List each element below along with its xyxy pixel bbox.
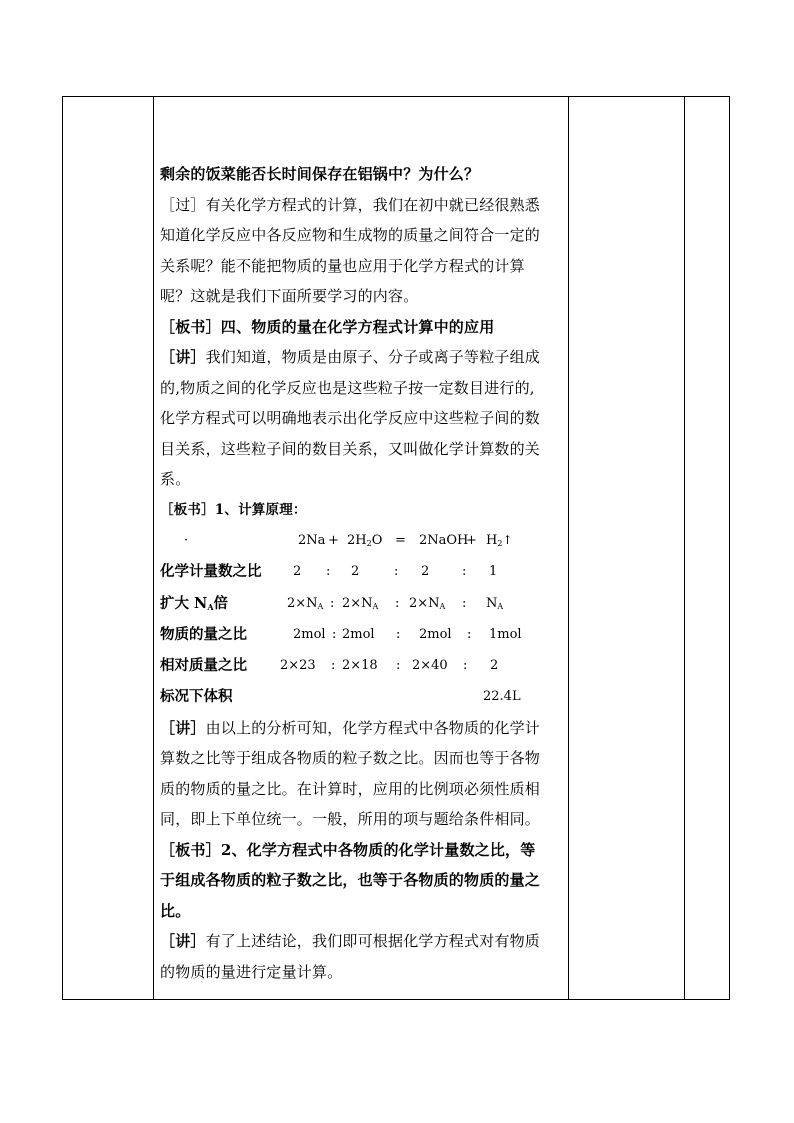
cell: :	[467, 626, 472, 642]
cell: 22.4L	[483, 689, 521, 705]
cell: :	[396, 658, 401, 674]
lecture-2-line-2: 算数之比等于组成各物质的粒子数之比。因而也等于各物	[160, 749, 541, 768]
transition-line-2: 知道化学反应中各反应物和生成物的质量之间符合一定的	[160, 226, 541, 244]
guo-tag: ［过］	[160, 195, 206, 214]
jiang-text-2: 由以上的分析可知，化学方程式中各物质的化学计	[205, 718, 541, 737]
board-conclusion	[160, 835, 565, 866]
cell: :	[332, 626, 337, 642]
cell: 2×18	[342, 658, 378, 674]
row-label: 化学计量数之比	[160, 563, 262, 581]
lecture-paragraph-1	[160, 342, 565, 373]
ratio-row-avogadro	[160, 588, 565, 619]
cell: :	[462, 595, 467, 611]
cell: 2mol	[293, 626, 326, 642]
cell: 2	[490, 658, 499, 674]
cell: $2\times N_A$	[409, 595, 446, 611]
transition-line-3: 关系呢？能不能把物质的量也应用于化学方程式的计算	[160, 256, 525, 275]
lecture-1-line-2: 的,物质之间的化学反应也是这些粒子按一定数目进行的,	[160, 378, 535, 397]
lecture-3-line-2: 的物质的量进行定量计算。	[160, 962, 343, 981]
cell: 1mol	[489, 626, 522, 642]
row-label: 物质的量之比	[160, 625, 247, 643]
cell: $N_A$	[486, 595, 504, 611]
cell: 2mol	[342, 626, 375, 642]
board-calc-principle: ［板书］1、计算原理：	[160, 501, 307, 518]
plus-sign-1: +	[328, 533, 339, 548]
lecture-1-line-4: 目关系，这些粒子间的数目关系，又叫做化学计算数的关	[160, 439, 541, 458]
jiang-tag-3: ［讲］	[160, 932, 206, 951]
cell: 2	[421, 564, 430, 580]
ratio-row-mass	[160, 650, 565, 681]
cell: :	[395, 595, 400, 611]
plus-sign-2: +	[466, 533, 477, 548]
row-label: 相对质量之比	[160, 657, 247, 675]
transition-paragraph	[160, 190, 565, 221]
cell: 2×40	[412, 658, 448, 674]
cell: :	[326, 564, 331, 580]
lecture-paragraph-3	[160, 926, 565, 957]
reaction-equation	[160, 525, 565, 556]
cell: 2	[293, 564, 302, 580]
lecture-paragraph-2	[160, 713, 565, 744]
question-line: 剩余的饭菜能否长时间保存在铝锅中？为什么？	[160, 165, 480, 183]
jiang-text-3: 有了上述结论，我们即可根据化学方程式对有物质	[205, 932, 541, 951]
board-conclusion-line-3: 比。	[160, 901, 191, 920]
cell: $2\times N_A$	[287, 595, 324, 611]
cell: :	[462, 564, 467, 580]
cell: :	[463, 658, 468, 674]
row-label: 标况下体积	[160, 688, 233, 706]
lecture-1-line-3: 化学方程式可以明确地表示出化学反应中这些粒子间的数	[160, 409, 541, 427]
equals-sign: =	[395, 533, 406, 548]
board-heading-4: ［板书］四、物质的量在化学方程式计算中的应用	[160, 317, 495, 336]
row-label: 扩大 $N_A$倍	[160, 594, 229, 612]
lesson-content	[160, 159, 565, 987]
reactant-water: $2H_2O$	[347, 533, 383, 548]
product-hydrogen: $H_2↑$	[486, 533, 513, 548]
column-divider-2	[568, 97, 569, 999]
column-divider-1	[153, 97, 154, 999]
cell: :	[396, 626, 401, 642]
lecture-2-line-4: 同，即上下单位统一。一般，所用的项与题给条件相同。	[160, 810, 541, 829]
column-divider-3	[684, 97, 685, 999]
lesson-table	[62, 96, 730, 1000]
ratio-row-volume	[160, 681, 565, 712]
jiang-text-1: 我们知道，物质是由原子、分子或离子等粒子组成	[205, 348, 541, 366]
lecture-2-line-3: 质的物质的量之比。在计算时，应用的比例项必须性质相	[160, 779, 541, 798]
cell: :	[330, 595, 335, 611]
cell: 2	[351, 564, 360, 580]
cell: 2×23	[280, 658, 316, 674]
cell: :	[331, 658, 336, 674]
cell: 1	[489, 564, 498, 580]
ratio-row-coefficients	[160, 556, 565, 587]
transition-line-4: 呢？这就是我们下面所要学习的内容。	[160, 287, 419, 305]
ratio-row-moles	[160, 619, 565, 650]
banshu-text-3: 2、化学方程式中各物质的化学计量数之比，等	[220, 840, 536, 859]
lecture-1-line-5: 系。	[160, 470, 191, 488]
guo-text: 有关化学方程式的计算，我们在初中就已经很熟悉	[205, 195, 541, 214]
jiang-tag-1: ［讲］	[160, 348, 206, 366]
equation-dot: ·	[184, 533, 189, 548]
cell: :	[394, 564, 399, 580]
reactant-na: 2Na	[298, 533, 326, 548]
board-conclusion-line-2: 于组成各物质的粒子数之比，也等于各物质的物质的量之	[160, 871, 541, 890]
cell: $2\times N_A$	[342, 595, 379, 611]
product-naoh: 2NaOH	[419, 533, 469, 548]
cell: 2mol	[419, 626, 452, 642]
banshu-tag-3: ［板书］	[160, 840, 221, 859]
jiang-tag-2: ［讲］	[160, 718, 206, 737]
